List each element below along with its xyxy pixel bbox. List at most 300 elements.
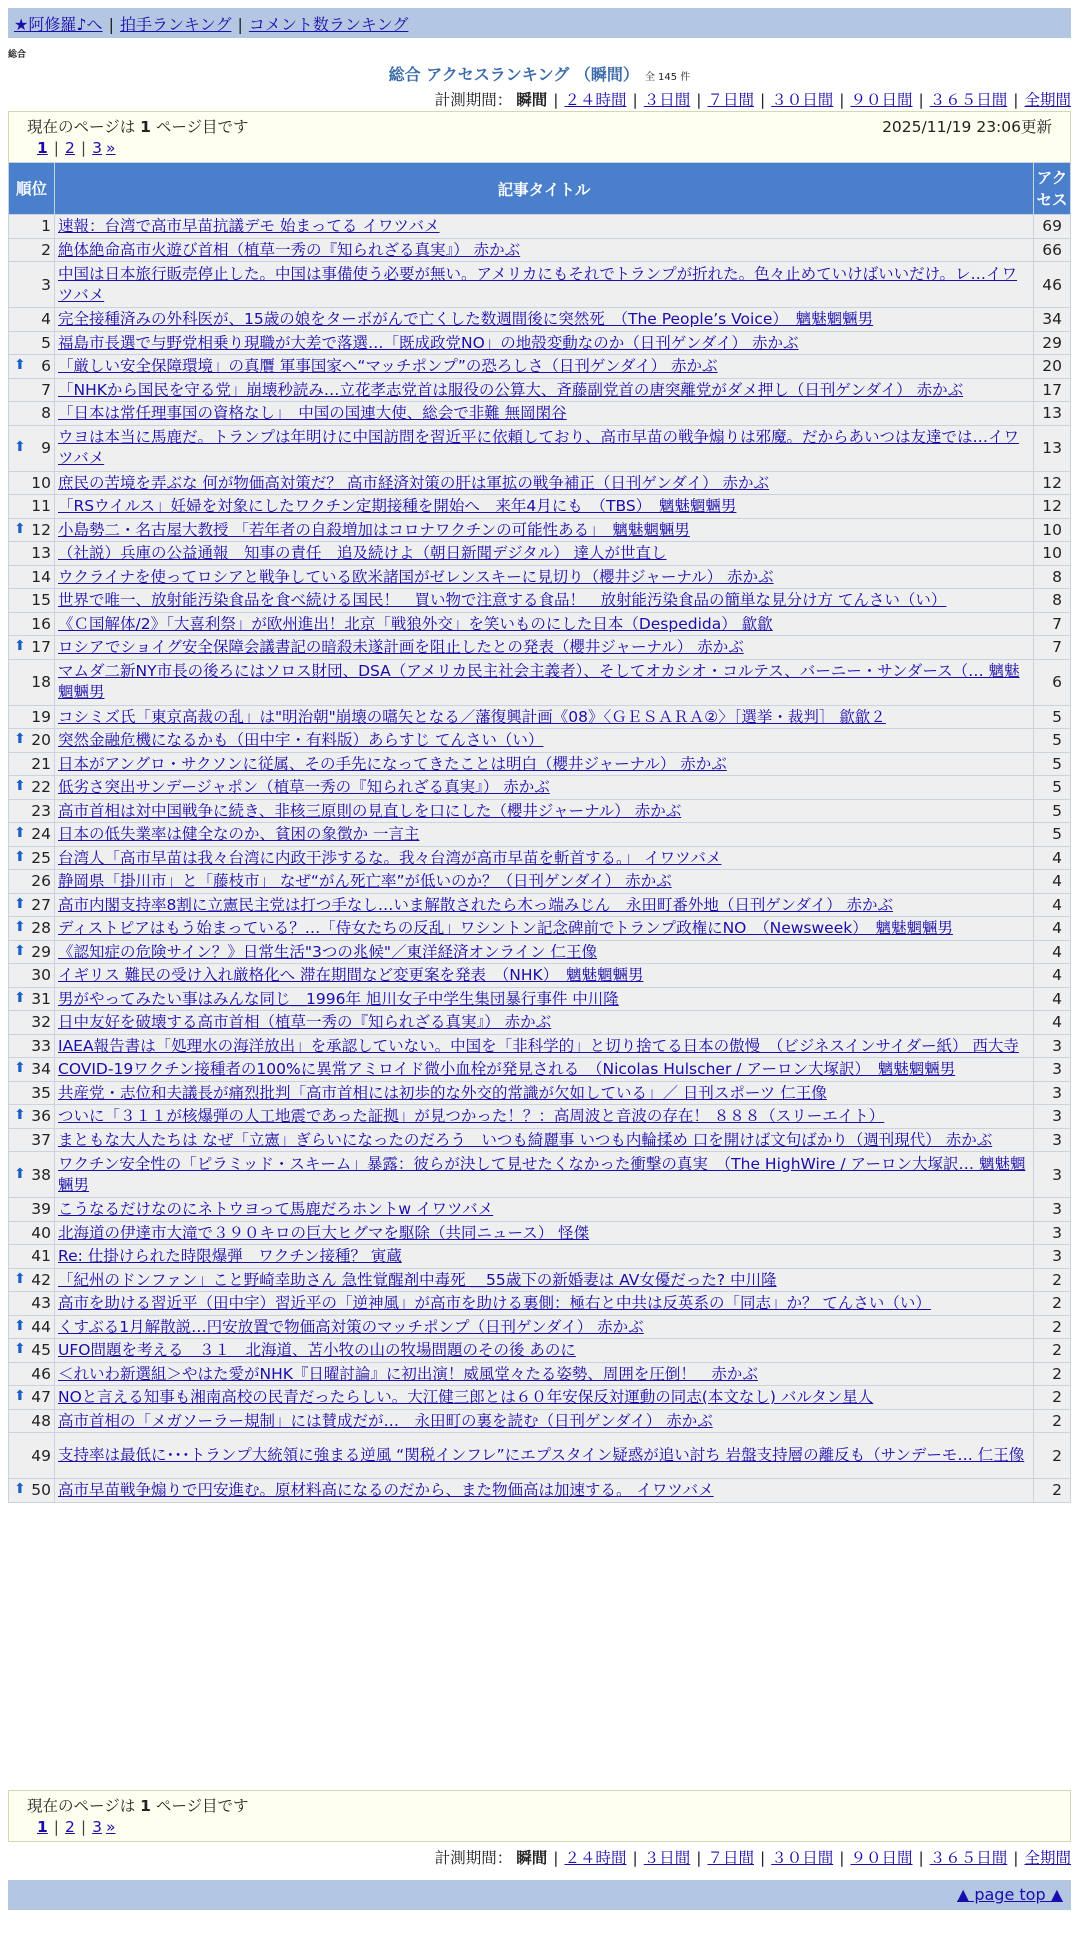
period-current: 瞬間 <box>516 91 548 109</box>
separator: | <box>237 15 243 34</box>
rank-cell <box>9 846 55 870</box>
period-link[interactable]: ７日間 <box>707 1849 754 1867</box>
article-link[interactable]: 《認知症の危険サイン？》日常生活"3つの兆候"／東洋経済オンライン 仁王像 <box>58 942 597 961</box>
page-link-current[interactable]: 1 <box>37 1818 48 1836</box>
rank-cell <box>9 1386 55 1410</box>
rank-number: 45 <box>31 1341 51 1360</box>
period-link[interactable]: ３０日間 <box>771 1849 834 1867</box>
rank-cell <box>9 1058 55 1082</box>
title-cell <box>55 659 1034 705</box>
access-count: 2 <box>1034 1386 1071 1410</box>
article-link[interactable]: 「厳しい安全保障環境」の真贋 軍事国家へ“マッチポンプ”の恐ろしさ（日刊ゲンダイ） 赤かぶ <box>58 357 718 376</box>
title-cell <box>55 1292 1034 1316</box>
title-cell <box>55 823 1034 847</box>
rank-number: 15 <box>31 591 51 610</box>
article-link[interactable]: 中国は日本旅行販売停止した。中国は事備使う必要が無い。アメリカにもそれでトランプが折れた。色々止めていけばいいだけ。レ…イワツバメ <box>58 264 1017 304</box>
rank-number: 44 <box>31 1317 51 1336</box>
period-link[interactable]: ３６５日間 <box>929 91 1008 109</box>
article-link[interactable]: コシミズ氏「東京高裁の乱」は"明治朝"崩壊の嚆矢となる／藩復興計画《08》〈ＧＥＳＡＲＡ②〉［選挙・裁判］ 歙歙２ <box>58 707 886 726</box>
nav-link-home[interactable]: ★阿修羅♪へ <box>14 15 103 34</box>
separator: | <box>53 139 60 157</box>
article-link[interactable]: 「日本は常任理事国の資格なし」 中国の国連大使、総会で非難 無岡閑谷 <box>58 404 567 423</box>
table-row <box>9 752 1071 776</box>
access-count: 8 <box>1034 565 1071 589</box>
article-link[interactable]: ＜れいわ新選組＞やはた愛がNHK『日曜討論』に初出演！威風堂々たる姿勢、周囲を圧倒！ 赤かぶ <box>58 1364 758 1383</box>
access-count: 10 <box>1034 518 1071 542</box>
access-count: 7 <box>1034 636 1071 660</box>
access-count: 2 <box>1034 1339 1071 1363</box>
access-count: 4 <box>1034 940 1071 964</box>
updated-timestamp: 2025/11/19 23:06更新 <box>882 118 1052 136</box>
article-link[interactable]: ウヨは本当に馬鹿だ。トランプは年明けに中国訪問を習近平に依頼しており、高市早苗の戦争煽りは邪魔。だからあいつは友達では…イワツバメ <box>58 428 1020 467</box>
up-arrow-icon: ⬆ <box>14 895 26 912</box>
title-cell <box>55 1034 1034 1058</box>
article-link[interactable]: くすぶる1月解散説…円安放置で物価高対策のマッチポンプ（日刊ゲンダイ） 赤かぶ <box>58 1317 644 1336</box>
access-count: 20 <box>1034 355 1071 379</box>
access-count: 8 <box>1034 589 1071 613</box>
access-count: 12 <box>1034 471 1071 495</box>
rank-number: 26 <box>31 872 51 891</box>
rank-cell <box>9 1268 55 1292</box>
top-nav-bar <box>8 8 1071 38</box>
article-link[interactable]: UFO問題を考える ３１ 北海道、苫小牧の山の牧場問題のその後 あのに <box>58 1341 576 1360</box>
nav-link-applause-ranking[interactable]: 拍手ランキング <box>119 15 232 34</box>
title-cell <box>55 1268 1034 1292</box>
article-link[interactable]: 「NHKから国民を守る党」崩壊秒読み…立花孝志党首は服役の公算大、斉藤副党首の唐突離党がダメ押し（日刊ゲンダイ） 赤かぶ <box>58 380 964 399</box>
page-info-box-bottom <box>8 1790 1071 1842</box>
nav-link-comment-ranking[interactable]: コメント数ランキング <box>248 15 409 34</box>
period-link[interactable]: ３日間 <box>643 91 691 109</box>
access-count: 46 <box>1034 262 1071 308</box>
table-row <box>9 799 1071 823</box>
period-link[interactable]: 全期間 <box>1024 91 1071 109</box>
rank-number: 24 <box>31 825 51 844</box>
rank-cell <box>9 1105 55 1129</box>
rank-cell <box>9 262 55 308</box>
table-row <box>9 1479 1071 1503</box>
article-link[interactable]: 高市内閣支持率8割に立憲民主党は打つ手なし…いま解散されたら木っ端みじん 永田町番外地（日刊ゲンダイ） 赤かぶ <box>58 895 894 914</box>
pagination <box>27 137 1052 159</box>
rank-cell <box>9 238 55 262</box>
article-link[interactable]: 日本の低失業率は健全なのか、貧困の象徴か 一言主 <box>58 825 420 844</box>
table-row <box>9 1221 1071 1245</box>
separator: | <box>1013 1849 1019 1867</box>
up-arrow-icon: ⬆ <box>14 1481 26 1498</box>
access-count: 12 <box>1034 495 1071 519</box>
separator: | <box>839 91 845 109</box>
current-page-number: 1 <box>140 1797 151 1815</box>
access-count: 3 <box>1034 1105 1071 1129</box>
rank-number: 11 <box>31 497 51 516</box>
article-link[interactable]: ワクチン安全性の「ピラミッド・スキーム」暴露：彼らが決して見せたくなかった衝撃の真実 （The HighWire / アーロン大塚訳… 魑魅魍魎男 <box>58 1154 1026 1194</box>
table-row <box>9 1245 1071 1269</box>
rank-cell <box>9 752 55 776</box>
access-count: 3 <box>1034 1198 1071 1222</box>
article-link[interactable]: 共産党・志位和夫議長が痛烈批判「高市首相には初歩的な外交的常識が欠如している」／ 日刊スポーツ 仁王像 <box>58 1083 827 1102</box>
rank-cell <box>9 565 55 589</box>
period-selector-bottom <box>435 1846 1071 1868</box>
table-row <box>9 1081 1071 1105</box>
rank-number: 29 <box>31 942 51 961</box>
next-page-link[interactable]: » <box>106 1818 116 1836</box>
rank-number: 16 <box>31 614 51 633</box>
access-count: 3 <box>1034 1034 1071 1058</box>
table-row <box>9 870 1071 894</box>
rank-number: 20 <box>31 731 51 750</box>
rank-cell <box>9 1152 55 1198</box>
up-arrow-icon: ⬆ <box>14 520 26 537</box>
access-count: 2 <box>1034 1409 1071 1433</box>
article-link[interactable]: 世界で唯一、放射能汚染食品を食べ続ける国民！ 買い物で注意する食品！ 放射能汚染食品の簡単な見分け方 てんさい（い） <box>58 591 947 610</box>
table-row <box>9 1339 1071 1363</box>
current-page-text <box>27 115 249 137</box>
table-row <box>9 1152 1071 1198</box>
access-count: 2 <box>1034 1479 1071 1503</box>
separator: | <box>80 139 87 157</box>
period-link[interactable]: ９０日間 <box>850 1849 913 1867</box>
title-cell <box>55 870 1034 894</box>
article-link[interactable]: 速報：台湾で高市早苗抗議デモ 始まってる イワツバメ <box>58 217 440 236</box>
rank-number: 13 <box>31 544 51 563</box>
rank-number: 23 <box>31 801 51 820</box>
table-row <box>9 589 1071 613</box>
up-arrow-icon: ⬆ <box>14 1341 26 1358</box>
table-row <box>9 471 1071 495</box>
article-link[interactable]: まともな大人たちは なぜ「立憲」ぎらいになったのだろう いつも綺麗事 いつも内輪揉め 口を開けば文句ばかり（週刊現代） 赤かぶ <box>58 1130 993 1149</box>
article-link[interactable]: 完全接種済みの外科医が、15歳の娘をターボがんで亡くした数週間後に突然死 （The People’s Voice） 魑魅魍魎男 <box>58 310 874 329</box>
rank-number: 43 <box>31 1294 51 1313</box>
table-row <box>9 1386 1071 1410</box>
rank-number: 30 <box>31 966 51 985</box>
separator: | <box>760 91 766 109</box>
rank-cell <box>9 518 55 542</box>
access-count: 6 <box>1034 659 1071 705</box>
table-row <box>9 636 1071 660</box>
rank-cell <box>9 940 55 964</box>
rank-number: 5 <box>41 333 51 352</box>
title-cell <box>55 1339 1034 1363</box>
rank-number: 32 <box>31 1013 51 1032</box>
article-link[interactable]: 「RSウイルス」妊婦を対象にしたワクチン定期接種を開始へ 来年4月にも （TBS） 魑魅魍魎男 <box>58 497 737 516</box>
article-link[interactable]: 北海道の伊達市大滝で３９０キロの巨大ヒグマを駆除（共同ニュース） 怪傑 <box>58 1223 590 1242</box>
current-page-text <box>27 1794 249 1816</box>
title-cell <box>55 940 1034 964</box>
page-info-row <box>27 1794 1052 1816</box>
separator: | <box>632 91 638 109</box>
table-row <box>9 1011 1071 1035</box>
access-count: 29 <box>1034 331 1071 355</box>
rank-cell <box>9 331 55 355</box>
current-page-post: ページ目です <box>150 118 249 136</box>
article-link[interactable]: 台湾人「高市早苗は我々台湾に内政干渉するな。我々台湾が高市早苗を斬首する。」 イワツバメ <box>58 848 722 867</box>
page-top-link[interactable]: ▲ page top ▲ <box>956 1885 1063 1904</box>
header-title: 記事タイトル <box>55 163 1034 215</box>
rank-cell <box>9 378 55 402</box>
rank-cell <box>9 308 55 332</box>
rank-cell <box>9 1198 55 1222</box>
article-link[interactable]: 高市首相の「メガソーラー規制」には賛成だが… 永田町の裏を読む（日刊ゲンダイ） 赤かぶ <box>58 1411 713 1430</box>
up-arrow-icon: ⬆ <box>14 731 26 748</box>
access-count: 3 <box>1034 1152 1071 1198</box>
title-cell <box>55 1152 1034 1198</box>
period-link[interactable]: ３０日間 <box>771 91 834 109</box>
rank-number: 3 <box>41 275 51 294</box>
total-count: 全 145 件 <box>644 72 691 83</box>
title-cell <box>55 1433 1034 1479</box>
period-current: 瞬間 <box>516 1849 548 1867</box>
title-cell <box>55 355 1034 379</box>
separator: | <box>839 1849 845 1867</box>
article-link[interactable]: ロシアでショイグ安全保障会議書記の暗殺未遂計画を阻止したとの発表（櫻井ジャーナル） 赤かぶ <box>58 638 744 657</box>
article-link[interactable]: IAEA報告書は「処理水の海洋放出」を承認していない。中国を「非科学的」と切り捨てる日本の傲慢 （ビジネスインサイダー紙） 西大寺 <box>58 1036 1019 1055</box>
title-cell <box>55 518 1034 542</box>
period-link[interactable]: ２４時間 <box>564 1849 627 1867</box>
separator: | <box>632 1849 638 1867</box>
table-row <box>9 331 1071 355</box>
access-count: 3 <box>1034 1058 1071 1082</box>
title-cell <box>55 1105 1034 1129</box>
access-count: 3 <box>1034 1128 1071 1152</box>
title-cell <box>55 495 1034 519</box>
ranking-table <box>8 162 1071 1503</box>
table-row <box>9 1268 1071 1292</box>
table-row <box>9 729 1071 753</box>
rank-cell <box>9 495 55 519</box>
rank-cell <box>9 917 55 941</box>
period-link[interactable]: ３日間 <box>643 1849 691 1867</box>
table-row <box>9 495 1071 519</box>
rank-cell <box>9 1315 55 1339</box>
rank-cell <box>9 1362 55 1386</box>
separator: | <box>918 1849 924 1867</box>
article-link[interactable]: 低劣さ突出サンデージャポン（植草一秀の『知られざる真実』） 赤かぶ <box>58 778 550 797</box>
article-link[interactable]: 支持率は最低に･･･トランプ大統領に強まる逆風 “関税インフレ”にエプスタイン疑惑が追い討ち 岩盤支持層の離反も（サンデーモ… 仁王像 <box>58 1446 1025 1464</box>
rank-number: 18 <box>31 673 51 691</box>
page-link[interactable]: 3 <box>92 139 103 157</box>
article-link[interactable]: NOと言える知事も湘南高校の民青だったらしい。大江健三郎とは６０年安保反対運動の同志(本文なし) バルタン星人 <box>58 1388 874 1407</box>
rank-cell <box>9 1409 55 1433</box>
title-cell <box>55 1221 1034 1245</box>
article-link[interactable]: ディストピアはもう始まっている？…「侍女たちの反乱」ワシントン記念碑前でトランプ政権にNO （Newsweek） 魑魅魍魎男 <box>58 919 953 938</box>
rank-number: 14 <box>31 567 51 586</box>
table-row <box>9 846 1071 870</box>
separator: | <box>696 1849 702 1867</box>
table-row <box>9 612 1071 636</box>
title-cell <box>55 893 1034 917</box>
rank-cell <box>9 612 55 636</box>
table-row <box>9 1315 1071 1339</box>
article-link[interactable]: こうなるだけなのにネトウヨって馬鹿だろホントw イワツバメ <box>58 1200 494 1219</box>
table-row <box>9 308 1071 332</box>
table-row <box>9 1058 1071 1082</box>
rank-cell <box>9 1339 55 1363</box>
title-cell <box>55 402 1034 426</box>
table-row <box>9 355 1071 379</box>
rank-number: 33 <box>31 1036 51 1055</box>
title-cell <box>55 1128 1034 1152</box>
header-rank: 順位 <box>9 163 55 215</box>
separator: | <box>760 1849 766 1867</box>
title-cell <box>55 1198 1034 1222</box>
access-count: 4 <box>1034 1011 1071 1035</box>
pagination <box>27 1816 1052 1838</box>
article-link[interactable]: 福島市長選で与野党相乗り現職が大差で落選…「既成政党NO」の地殻変動なのか（日刊ゲンダイ） 赤かぶ <box>58 333 799 352</box>
rank-cell <box>9 425 55 471</box>
article-link[interactable]: 日本がアングロ・サクソンに従属、その手先になってきたことは明白（櫻井ジャーナル） 赤かぶ <box>58 754 727 773</box>
page-link-current[interactable]: 1 <box>37 139 48 157</box>
title-cell <box>55 308 1034 332</box>
table-row <box>9 1105 1071 1129</box>
rank-number: 42 <box>31 1270 51 1289</box>
rank-number: 49 <box>31 1446 51 1465</box>
table-row <box>9 238 1071 262</box>
rank-number: 48 <box>31 1411 51 1430</box>
rank-number: 6 <box>41 357 51 376</box>
period-link[interactable]: ３６５日間 <box>929 1849 1008 1867</box>
article-link[interactable]: 庶民の苦境を弄ぶな 何が物価高対策だ？ 高市経済対策の肝は軍拡の戦争補正（日刊ゲンダイ） 赤かぶ <box>58 473 770 492</box>
access-count: 5 <box>1034 823 1071 847</box>
access-count: 4 <box>1034 870 1071 894</box>
rank-cell <box>9 1479 55 1503</box>
article-link[interactable]: 静岡県「掛川市」と「藤枝市」 なぜ“がん死亡率”が低いのか？（日刊ゲンダイ） 赤かぶ <box>58 872 672 891</box>
article-link[interactable]: COVID-19ワクチン接種者の100%に異常アミロイド微小血栓が発見される （Nicolas Hulscher / アーロン大塚訳） 魑魅魍魎男 <box>58 1060 956 1079</box>
rank-number: 28 <box>31 919 51 938</box>
section-label: 総合 <box>8 50 27 60</box>
title-cell <box>55 752 1034 776</box>
rank-cell <box>9 987 55 1011</box>
access-count: 10 <box>1034 542 1071 566</box>
period-link[interactable]: ９０日間 <box>850 91 913 109</box>
table-row <box>9 402 1071 426</box>
rank-cell <box>9 776 55 800</box>
access-count: 13 <box>1034 402 1071 426</box>
article-link[interactable]: ウクライナを使ってロシアと戦争している欧米諸国がゼレンスキーに見切り（櫻井ジャーナル） 赤かぶ <box>58 567 774 586</box>
table-row <box>9 262 1071 308</box>
separator: | <box>1013 91 1019 109</box>
rank-number: 40 <box>31 1223 51 1242</box>
article-link[interactable]: ついに「３１１が核爆弾の人工地震であった証拠」が見つかった！？：高周波と音波の存在！ ８８８（スリーエイト） <box>58 1107 885 1126</box>
page-link[interactable]: 3 <box>92 1818 103 1836</box>
article-link[interactable]: 高市を助ける習近平（田中宇）習近平の「逆神風」が高市を助ける裏側：極右と中共は反英系の「同志」か？ てんさい（い） <box>58 1294 931 1313</box>
table-row <box>9 1433 1071 1479</box>
rank-number: 1 <box>41 217 51 236</box>
rank-number: 38 <box>31 1165 51 1184</box>
access-count: 2 <box>1034 1315 1071 1339</box>
rank-number: 39 <box>31 1200 51 1219</box>
rank-number: 31 <box>31 989 51 1008</box>
up-arrow-icon: ⬆ <box>14 357 26 374</box>
article-link[interactable]: 高市首相は対中国戦争に続き、非核三原則の見直しを口にした（櫻井ジャーナル） 赤かぶ <box>58 801 682 820</box>
up-arrow-icon: ⬆ <box>14 1060 26 1077</box>
rank-number: 10 <box>31 473 51 492</box>
period-link[interactable]: ２４時間 <box>564 91 627 109</box>
article-link[interactable]: 小島勢二・名古屋大教授 「若年者の自殺増加はコロナワクチンの可能性ある」 魑魅魍魎男 <box>58 520 690 539</box>
rank-cell <box>9 1011 55 1035</box>
next-page-link[interactable]: » <box>106 139 116 157</box>
rank-number: 27 <box>31 895 51 914</box>
rank-cell <box>9 1245 55 1269</box>
title-cell <box>55 378 1034 402</box>
period-label: 計測期間： <box>434 91 513 109</box>
rank-number: 35 <box>31 1083 51 1102</box>
table-row <box>9 518 1071 542</box>
table-row <box>9 940 1071 964</box>
title-cell <box>55 238 1034 262</box>
article-link[interactable]: 「紀州のドンファン」こと野崎幸助さん 急性覚醒剤中毒死 ＿55歳下の新婚妻は AV女優だった? 中川隆 <box>58 1270 777 1289</box>
table-row <box>9 917 1071 941</box>
article-link[interactable]: イギリス 難民の受け入れ厳格化へ 滞在期間など変更案を発表 （NHK） 魑魅魍魎男 <box>58 966 644 985</box>
rank-number: 7 <box>41 380 51 399</box>
rank-cell <box>9 355 55 379</box>
article-link[interactable]: 《Ｃ国解体/2》「大喜利祭」が欧州進出！北京「戦狼外交」を笑いものにした日本（Despedida） 歙歙 <box>58 614 773 633</box>
rank-cell <box>9 1433 55 1479</box>
rank-number: 41 <box>31 1247 51 1266</box>
rank-cell <box>9 1034 55 1058</box>
page-link[interactable]: 2 <box>65 1818 75 1836</box>
rank-cell <box>9 542 55 566</box>
article-link[interactable]: 男がやってみたい事はみんな同じ＿1996年 旭川女子中学生集団暴行事件 中川隆 <box>58 989 619 1008</box>
title-cell <box>55 331 1034 355</box>
title-cell <box>55 1058 1034 1082</box>
table-row <box>9 1409 1071 1433</box>
up-arrow-icon: ⬆ <box>14 638 26 655</box>
article-link[interactable]: 日中友好を破壊する高市首相（植草一秀の『知られざる真実』） 赤かぶ <box>58 1013 552 1032</box>
page-link[interactable]: 2 <box>65 139 75 157</box>
up-arrow-icon: ⬆ <box>14 778 26 795</box>
table-row <box>9 776 1071 800</box>
article-link[interactable]: マムダ二新NY市長の後ろにはソロス財団、DSA（アメリカ民主社会主義者）、そしてオカシオ・コルテス、バーニー・サンダース（… 魑魅魍魎男 <box>58 662 1020 701</box>
rank-cell <box>9 402 55 426</box>
article-link[interactable]: 高市早苗戦争煽りで円安進む。原材料高になるのだから、また物価高は加速する。 イワツバメ <box>58 1481 714 1500</box>
table-row <box>9 659 1071 705</box>
current-page-pre: 現在のページは <box>27 118 141 136</box>
rank-number: 37 <box>31 1130 51 1149</box>
rank-cell <box>9 823 55 847</box>
table-row <box>9 1034 1071 1058</box>
title-cell <box>55 612 1034 636</box>
access-count: 3 <box>1034 1221 1071 1245</box>
separator: | <box>553 91 559 109</box>
rank-cell <box>9 799 55 823</box>
title-cell <box>55 1386 1034 1410</box>
table-row <box>9 705 1071 729</box>
title-cell <box>55 425 1034 471</box>
period-link[interactable]: 全期間 <box>1024 1849 1071 1867</box>
up-arrow-icon: ⬆ <box>14 1317 26 1334</box>
article-link[interactable]: （社説）兵庫の公益通報 知事の責任 追及続けよ（朝日新聞デジタル） 達人が世直し <box>58 544 667 563</box>
header-access: アクセス <box>1034 163 1071 215</box>
title-cell <box>55 846 1034 870</box>
article-link[interactable]: 突然金融危機になるかも（田中宇・有料版）あらすじ てんさい（い） <box>58 731 544 750</box>
table-row <box>9 215 1071 239</box>
up-arrow-icon: ⬆ <box>14 825 26 842</box>
rank-cell <box>9 471 55 495</box>
access-count: 2 <box>1034 1268 1071 1292</box>
article-link[interactable]: 絶体絶命高市火遊び首相（植草一秀の『知られざる真実』） 赤かぶ <box>58 240 521 259</box>
article-link[interactable]: Re: 仕掛けられた時限爆弾 ワクチン接種？ 寅蔵 <box>58 1247 402 1266</box>
table-row <box>9 425 1071 471</box>
up-arrow-icon: ⬆ <box>14 1388 26 1405</box>
current-page-number: 1 <box>140 118 151 136</box>
rank-number: 8 <box>41 404 51 423</box>
rank-number: 4 <box>41 310 51 329</box>
rank-number: 22 <box>31 778 51 797</box>
title-cell <box>55 1479 1034 1503</box>
access-count: 5 <box>1034 729 1071 753</box>
table-row <box>9 542 1071 566</box>
period-link[interactable]: ７日間 <box>707 91 754 109</box>
rank-number: 46 <box>31 1364 51 1383</box>
